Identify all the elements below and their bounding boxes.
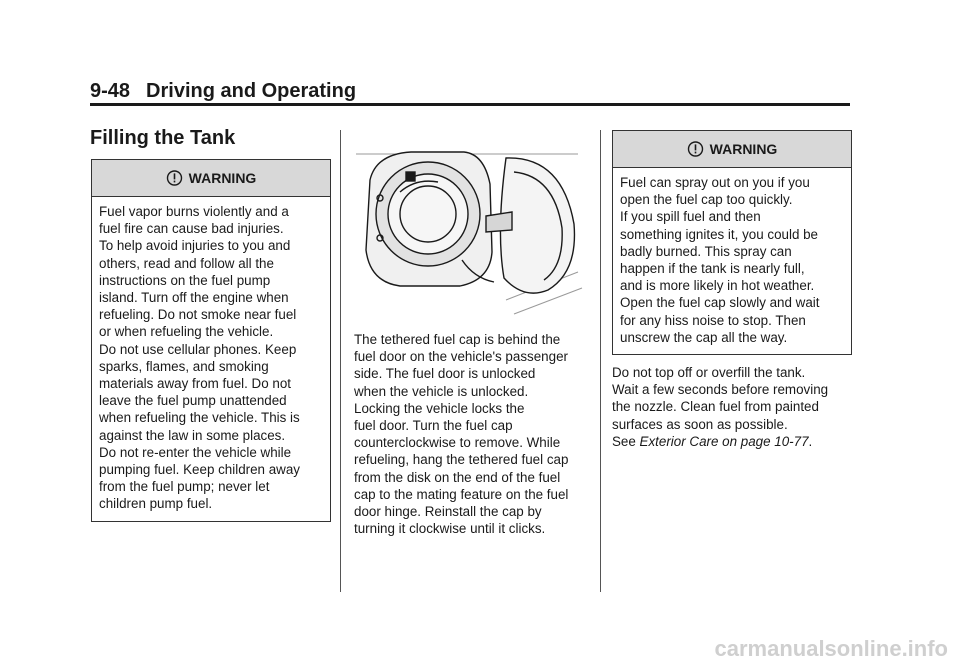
warning-line: materials away from fuel. Do not bbox=[99, 376, 292, 392]
page-header bbox=[90, 80, 356, 103]
text-line: Do not top off or overfill the tank. bbox=[612, 365, 806, 380]
section-title: Filling the Tank bbox=[90, 127, 236, 149]
warning-line: Fuel can spray out on you if you bbox=[620, 175, 810, 190]
warning-line: If you spill fuel and then bbox=[620, 209, 761, 225]
text-line: side. The fuel door is unlocked bbox=[354, 366, 536, 382]
warning-header bbox=[613, 131, 851, 168]
warning-line: open the fuel cap too quickly. bbox=[620, 192, 793, 208]
warning-line: pumping fuel. Keep children away bbox=[99, 462, 300, 478]
text-line: fuel door. Turn the fuel cap bbox=[354, 418, 513, 434]
warning-header bbox=[92, 160, 330, 197]
warning-line: and is more likely in hot weather. bbox=[620, 278, 815, 294]
text-line: refueling, hang the tethered fuel cap bbox=[354, 452, 569, 468]
overfill-advice bbox=[612, 364, 852, 450]
text-line: door hinge. Reinstall the cap by bbox=[354, 504, 542, 520]
warning-line: instructions on the fuel pump bbox=[99, 272, 271, 288]
text-line: the nozzle. Clean fuel from painted bbox=[612, 399, 819, 415]
warning-line: fuel fire can cause bad injuries. bbox=[99, 221, 284, 237]
warning-box-left bbox=[91, 159, 331, 522]
text-line: The tethered fuel cap is behind the bbox=[354, 332, 561, 347]
column-divider-1 bbox=[340, 130, 341, 592]
warning-line: Do not re-enter the vehicle while bbox=[99, 444, 292, 460]
see-reference bbox=[612, 433, 852, 450]
chapter-title: Driving and Operating bbox=[146, 80, 357, 102]
warning-line: sparks, flames, and smoking bbox=[99, 358, 269, 374]
warning-line: leave the fuel pump unattended bbox=[99, 393, 287, 409]
warning-line: Do not use cellular phones. Keep bbox=[99, 341, 297, 357]
column-divider-2 bbox=[600, 130, 601, 592]
warning-line: happen if the tank is nearly full, bbox=[620, 261, 805, 277]
warning-icon bbox=[166, 170, 183, 186]
warning-line: To help avoid injuries to you and bbox=[99, 238, 291, 254]
warning-line: badly burned. This spray can bbox=[620, 243, 792, 259]
warning-line: Open the fuel cap slowly and wait bbox=[620, 295, 820, 311]
see-suffix: . bbox=[808, 433, 813, 449]
text-line: turning it clockwise until it clicks. bbox=[354, 521, 546, 537]
exterior-care-link[interactable]: Exterior Care on page 10-77 bbox=[639, 433, 809, 449]
warning-label: WARNING bbox=[709, 141, 778, 157]
text-line: from the disk on the end of the fuel bbox=[354, 469, 561, 485]
warning-line: when refueling the vehicle. This is bbox=[99, 410, 300, 426]
text-line: surfaces as soon as possible. bbox=[612, 416, 788, 432]
warning-line: Fuel vapor burns violently and a bbox=[99, 204, 289, 219]
warning-icon bbox=[687, 141, 704, 157]
text-line: cap to the mating feature on the fuel bbox=[354, 486, 569, 502]
warning-line: island. Turn off the engine when bbox=[99, 290, 289, 306]
warning-label: WARNING bbox=[188, 170, 257, 186]
warning-line: against the law in some places. bbox=[99, 427, 286, 443]
see-prefix: See bbox=[612, 433, 640, 449]
text-line: when the vehicle is unlocked. bbox=[354, 383, 529, 399]
text-line: Wait a few seconds before removing bbox=[612, 382, 829, 398]
fuel-cap-instructions bbox=[354, 331, 594, 537]
fuel-door-illustration bbox=[356, 132, 588, 318]
page-number: 9-48 bbox=[90, 80, 131, 102]
warning-line: something ignites it, you could be bbox=[620, 226, 819, 242]
warning-line: or when refueling the vehicle. bbox=[99, 324, 274, 340]
warning-line: for any hiss noise to stop. Then bbox=[620, 312, 806, 328]
text-line: counterclockwise to remove. While bbox=[354, 435, 561, 451]
warning-body bbox=[92, 197, 330, 521]
warning-line: others, read and follow all the bbox=[99, 255, 274, 271]
warning-body bbox=[613, 168, 851, 354]
warning-line: refueling. Do not smoke near fuel bbox=[99, 307, 297, 323]
warning-box-right bbox=[612, 130, 852, 355]
warning-line: from the fuel pump; never let bbox=[99, 479, 270, 495]
text-line: Locking the vehicle locks the bbox=[354, 400, 525, 416]
warning-line: unscrew the cap all the way. bbox=[620, 329, 788, 345]
watermark: carmanualsonline.info bbox=[714, 636, 948, 661]
text-line: fuel door on the vehicle's passenger bbox=[354, 349, 568, 365]
warning-line: children pump fuel. bbox=[99, 496, 213, 512]
header-rule bbox=[90, 103, 850, 106]
